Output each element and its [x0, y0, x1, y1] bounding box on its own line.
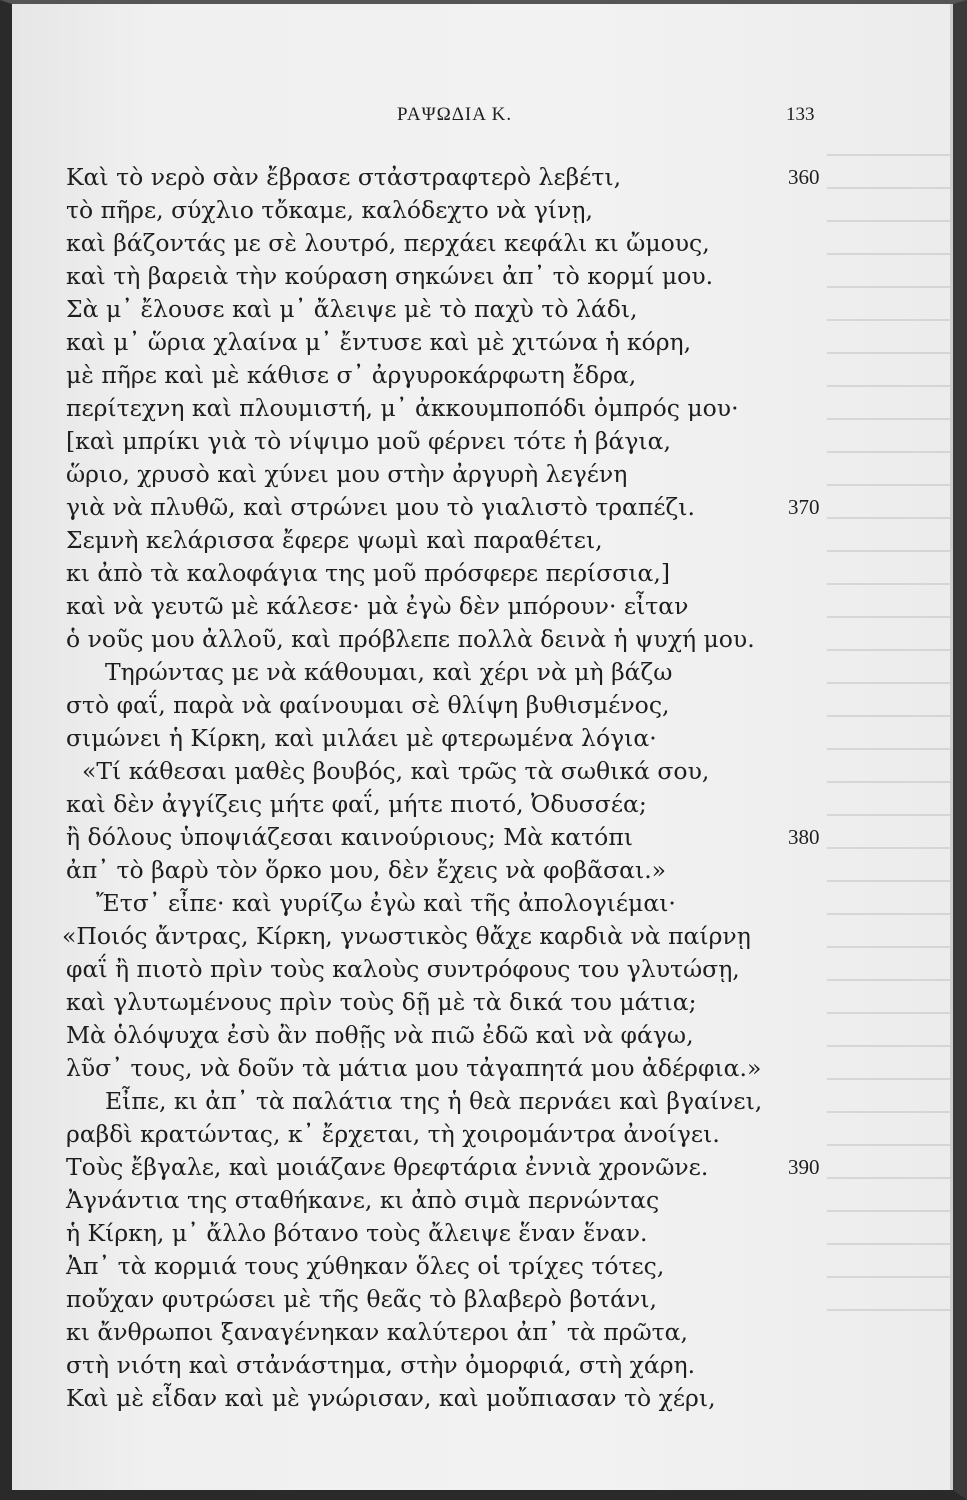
- verse-line: ἢ δόλους ὑποψιάζεσαι καινούριους; Μὰ κατόπι: [66, 823, 633, 851]
- verse-line: στὸ φαΐ, παρὰ νὰ φαίνουμαι σὲ θλίψη βυθισμένος,: [66, 691, 670, 719]
- verse-line: Καὶ τὸ νερὸ σὰν ἔβρασε στἀστραφτερὸ λεβέτι,: [66, 163, 622, 191]
- verse-line: ποὔχαν φυτρώσει μὲ τῆς θεᾶς τὸ βλαβερὸ βοτάνι,: [66, 1285, 657, 1313]
- verse-line: Σὰ μ᾽ ἔλουσε καὶ μ᾽ ἄλειψε μὲ τὸ παχὺ τὸ λάδι,: [66, 295, 638, 323]
- verse-line: Καὶ μὲ εἶδαν καὶ μὲ γνώρισαν, καὶ μοὔπιασαν τὸ χέρι,: [66, 1384, 716, 1412]
- verse-line: καὶ μ᾽ ὥρια χλαίνα μ᾽ ἔντυσε καὶ μὲ χιτώνα ἡ κόρη,: [66, 328, 692, 356]
- verse-line: ραβδὶ κρατώντας, κ᾽ ἔρχεται, τὴ χοιρομάντρα ἀνοίγει.: [66, 1120, 720, 1148]
- verse-line: καὶ νὰ γευτῶ μὲ κάλεσε· μὰ ἐγὼ δὲν μπόρουν· εἶταν: [66, 592, 689, 620]
- verse-line: «Τί κάθεσαι μαθὲς βουβός, καὶ τρῶς τὰ σωθικά σου,: [82, 757, 710, 785]
- verse-line: κι ἄνθρωποι ξαναγένηκαν καλύτεροι ἀπ᾽ τὰ πρῶτα,: [66, 1318, 688, 1346]
- book-page: [12, 4, 953, 1490]
- line-number: 380: [788, 825, 820, 849]
- verse-line: Μὰ ὁλόψυχα ἐσὺ ἂν ποθῇς νὰ πιῶ ἐδῶ καὶ νὰ φάγω,: [66, 1021, 694, 1049]
- verse-line: ὁ νοῦς μου ἀλλοῦ, καὶ πρόβλεπε πολλὰ δεινὰ ἡ ψυχή μου.: [66, 625, 755, 653]
- verse-line: καὶ γλυτωμένους πρὶν τοὺς δῇ μὲ τὰ δικά του μάτια;: [66, 988, 697, 1016]
- line-number: 370: [788, 495, 820, 519]
- verse-line: λῦσ᾽ τους, νὰ δοῦν τὰ μάτια μου τἀγαπητά μου ἀδέρφια.»: [66, 1054, 762, 1082]
- page-edge: [950, 4, 953, 1490]
- verse-line: στὴ νιότη καὶ στἀνάστημα, στὴν ὀμορφιά, στὴ χάρη.: [66, 1351, 696, 1379]
- verse-line: [καὶ μπρίκι γιὰ τὸ νίψιμο μοῦ φέρνει τότε ἡ βάγια,: [66, 427, 671, 455]
- verse-line: ἀπ᾽ τὸ βαρὺ τὸν ὅρκο μου, δὲν ἔχεις νὰ φοβᾶσαι.»: [66, 856, 667, 884]
- verse-line: Ἀγνάντια της σταθήκανε, κι ἀπὸ σιμὰ περνώντας: [66, 1186, 660, 1214]
- verse-line: μὲ πῆρε καὶ μὲ κάθισε σ᾽ ἀργυροκάρφωτη ἔδρα,: [66, 361, 637, 389]
- running-head: ΡΑΨΩΔΙΑ Κ.: [397, 104, 513, 125]
- verse-line: Τηρώντας με νὰ κάθουμαι, καὶ χέρι νὰ μὴ βάζω: [105, 658, 673, 686]
- verse-line: κι ἀπὸ τὰ καλοφάγια της μοῦ πρόσφερε περίσσια,]: [66, 559, 671, 587]
- verse-line: γιὰ νὰ πλυθῶ, καὶ στρώνει μου τὸ γιαλιστὸ τραπέζι.: [66, 493, 695, 521]
- verse-line: Εἶπε, κι ἀπ᾽ τὰ παλάτια της ἡ θεὰ περνάει καὶ βγαίνει,: [105, 1087, 763, 1115]
- show-through-text: [827, 154, 953, 1404]
- line-number: 390: [788, 1155, 820, 1179]
- verse-line: σιμώνει ἡ Κίρκη, καὶ μιλάει μὲ φτερωμένα λόγια·: [66, 724, 657, 752]
- page-number: 133: [786, 104, 815, 125]
- verse-line: ὥριο, χρυσὸ καὶ χύνει μου στὴν ἀργυρὴ λεγένη: [66, 460, 628, 488]
- verse-line: «Ποιός ἄντρας, Κίρκη, γνωστικὸς θἄχε καρδιὰ νὰ παίρνῃ: [62, 922, 751, 950]
- verse-line: Ἔτσ᾽ εἶπε· καὶ γυρίζω ἐγὼ καὶ τῆς ἀπολογιέμαι·: [96, 889, 676, 917]
- verse-line: περίτεχνη καὶ πλουμιστή, μ᾽ ἀκκουμποπόδι ὀμπρός μου·: [66, 394, 739, 422]
- verse-line: Τοὺς ἔβγαλε, καὶ μοιάζανε θρεφτάρια ἐννιὰ χρονῶνε.: [66, 1153, 709, 1181]
- verse-line: φαΐ ἢ πιοτὸ πρὶν τοὺς καλοὺς συντρόφους του γλυτώσῃ,: [66, 955, 740, 983]
- verse-line: Ἀπ᾽ τὰ κορμιά τους χύθηκαν ὅλες οἱ τρίχες τότες,: [66, 1252, 665, 1280]
- verse-line: ἡ Κίρκη, μ᾽ ἄλλο βότανο τοὺς ἄλειψε ἕναν ἕναν.: [66, 1219, 648, 1247]
- verse-line: Σεμνὴ κελάρισσα ἔφερε ψωμὶ καὶ παραθέτει,: [66, 526, 603, 554]
- verse-line: καὶ δὲν ἀγγίζεις μήτε φαΐ, μήτε πιοτό, Ὀδυσσέα;: [66, 790, 647, 818]
- verse-line: τὸ πῆρε, σύχλιο τὄκαμε, καλόδεχτο νὰ γίνῃ,: [66, 196, 593, 224]
- verse-line: καὶ τὴ βαρειὰ τὴν κούραση σηκώνει ἀπ᾽ τὸ κορμί μου.: [66, 262, 714, 290]
- verse-line: καὶ βάζοντάς με σὲ λουτρό, περχάει κεφάλι κι ὤμους,: [66, 229, 710, 257]
- line-number: 360: [788, 165, 820, 189]
